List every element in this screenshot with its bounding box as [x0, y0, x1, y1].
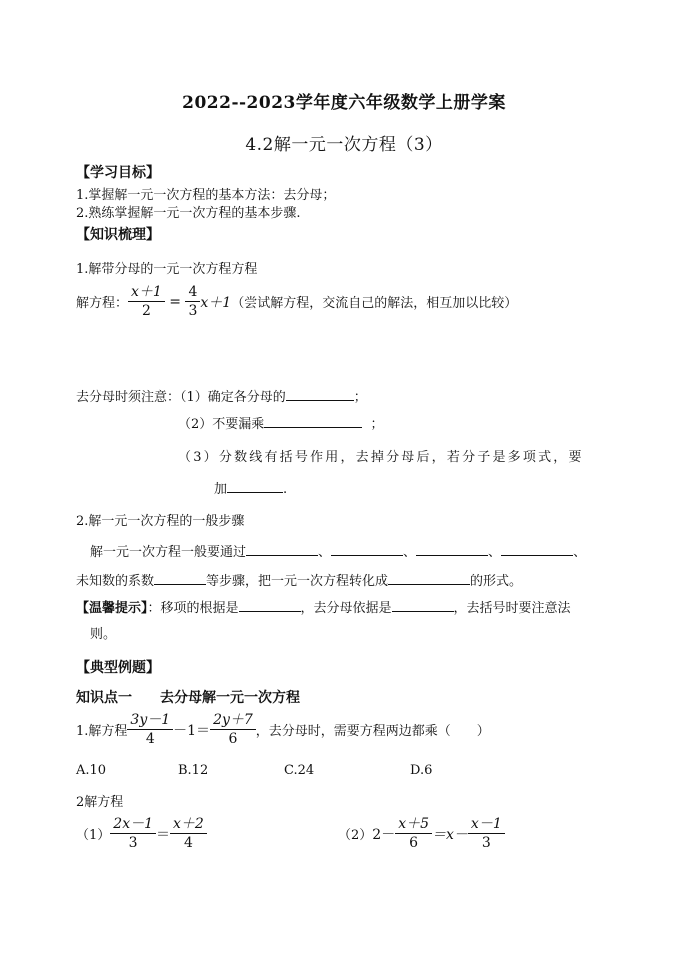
fraction-numerator: 2x－1 [110, 815, 156, 834]
equation-suffix: （尝试解方程，交流自己的解法，相互加以比较） [231, 296, 518, 311]
separator: 、 [318, 545, 332, 560]
fraction-denominator: 6 [228, 731, 238, 747]
separator: 、 [403, 545, 417, 560]
tip-line [76, 597, 571, 616]
note-3: （3）分数线有括号作用，去掉分母后，若分子是多项式，要 [178, 450, 584, 465]
note-2-text: （2）不要漏乘 [178, 417, 265, 432]
question-1 [76, 711, 490, 748]
note-2-end: ； [370, 417, 384, 432]
fraction [210, 711, 256, 748]
page-title: 2022--2023学年度六年级数学上册学案 [182, 93, 506, 113]
separator: 、 [573, 545, 587, 560]
note-3-cont [214, 478, 287, 497]
tip-heading: 【温馨提示】 [76, 601, 148, 616]
fill-blank[interactable] [227, 478, 283, 493]
equals-sign: = [164, 293, 186, 310]
fraction-denominator: 2 [141, 303, 151, 319]
equation-middle: ＝x－ [432, 826, 468, 843]
question-2-2 [338, 815, 505, 852]
tip-text: ：移项的根据是 [147, 601, 239, 616]
fraction [185, 283, 200, 320]
fraction-denominator: 6 [409, 835, 419, 851]
note-3b-text: 加 [214, 482, 228, 497]
tip-text: ，去括号时要注意法 [453, 601, 571, 616]
question-2-title: 2解方程 [76, 795, 124, 810]
fraction [127, 711, 173, 748]
equation-lead: 2－ [372, 826, 396, 843]
knowledge-point-1: 知识点一 去分母解一元一次方程 [76, 690, 300, 706]
option-c[interactable]: C.24 [284, 763, 315, 778]
option-b[interactable]: B.12 [178, 763, 209, 778]
steps-text: 等步骤，把一元一次方程转化成 [206, 574, 389, 589]
section-1-title: 1.解带分母的一元一次方程方程 [76, 262, 258, 277]
fraction-denominator: 3 [128, 835, 138, 851]
fill-blank[interactable] [264, 413, 362, 428]
goal-item-2: 2.熟练掌握解一元一次方程的基本步骤. [76, 206, 301, 221]
steps-text: 未知数的系数 [76, 574, 155, 589]
fraction-numerator: x＋2 [170, 815, 207, 834]
fraction-numerator: 3y－1 [127, 711, 173, 730]
examples-heading: 【典型例题】 [76, 660, 160, 676]
steps-line-1 [90, 541, 586, 560]
fill-blank[interactable] [246, 541, 318, 556]
steps-text: 的形式。 [470, 574, 523, 589]
question-label: （2） [338, 828, 373, 843]
note-1 [76, 386, 367, 405]
fraction [395, 815, 432, 852]
fraction [170, 815, 207, 852]
equals-sign: ＝ [156, 826, 170, 843]
fraction [468, 815, 505, 852]
fraction-denominator: 3 [188, 303, 198, 319]
note-1-end: ； [353, 390, 367, 405]
note-3b-end: . [283, 482, 288, 497]
question-1-prefix: 1.解方程 [76, 724, 128, 739]
fill-blank[interactable] [286, 386, 354, 401]
option-a[interactable]: A.10 [76, 763, 107, 778]
fraction-numerator: x＋5 [395, 815, 432, 834]
equation-prefix: 解方程： [76, 296, 129, 311]
tip-line-cont: 则。 [90, 627, 117, 642]
note-2 [178, 413, 384, 432]
fill-blank[interactable] [416, 541, 488, 556]
steps-line-2 [76, 570, 522, 589]
tip-text: ，去分母依据是 [300, 601, 392, 616]
fill-blank[interactable] [331, 541, 403, 556]
fill-blank[interactable] [392, 597, 454, 612]
question-1-suffix: ，去分母时，需要方程两边都乘（ ） [255, 724, 490, 739]
fill-blank[interactable] [239, 597, 301, 612]
fraction-denominator: 3 [481, 835, 491, 851]
fraction [110, 815, 156, 852]
fraction [128, 283, 165, 320]
question-2-1 [76, 815, 207, 852]
fill-blank[interactable] [388, 570, 470, 585]
equation-tail: x＋1 [200, 294, 232, 311]
option-d[interactable]: D.6 [410, 763, 433, 778]
equation-line-1 [76, 283, 517, 320]
fill-blank[interactable] [154, 570, 206, 585]
goal-item-1: 1.掌握解一元一次方程的基本方法：去分母； [76, 188, 336, 203]
fraction-denominator: 4 [183, 835, 193, 851]
fraction-numerator: x－1 [468, 815, 505, 834]
fraction-numerator: 4 [185, 283, 200, 302]
equation-operator: －1＝ [173, 722, 211, 739]
lesson-title: 4.2解一元一次方程（3） [245, 135, 443, 155]
fraction-numerator: x＋1 [128, 283, 165, 302]
fraction-denominator: 4 [145, 731, 155, 747]
note-1-text: 去分母时须注意：（1）确定各分母的 [76, 390, 286, 405]
steps-text: 解一元一次方程一般要通过 [90, 545, 247, 560]
separator: 、 [488, 545, 502, 560]
fraction-numerator: 2y＋7 [210, 711, 256, 730]
question-label: （1） [76, 828, 111, 843]
knowledge-heading: 【知识梳理】 [76, 227, 160, 243]
goals-heading: 【学习目标】 [76, 165, 160, 181]
fill-blank[interactable] [501, 541, 573, 556]
section-2-title: 2.解一元一次方程的一般步骤 [76, 514, 245, 529]
